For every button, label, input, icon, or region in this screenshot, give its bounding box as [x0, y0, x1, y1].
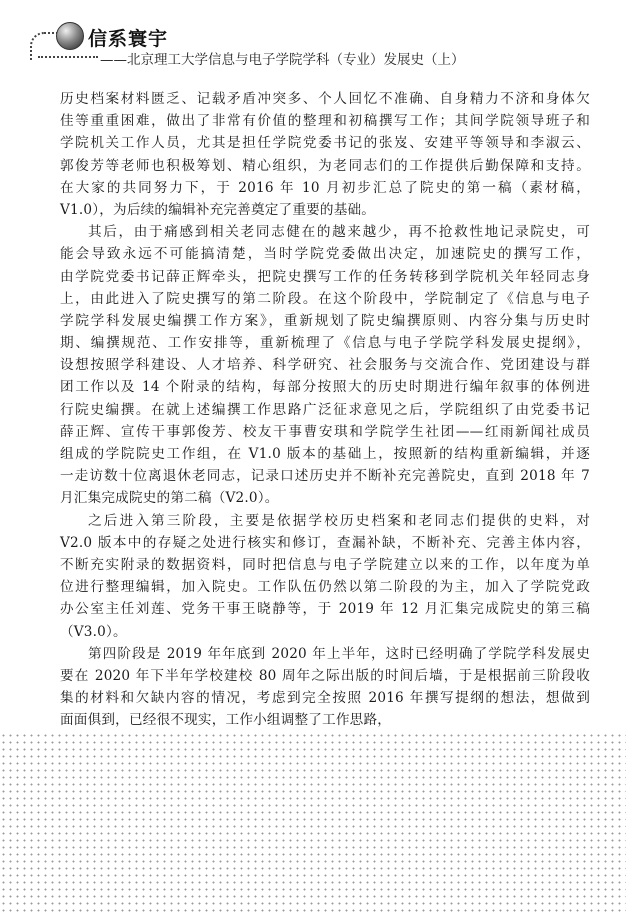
text-line: 由学院党委书记薛正辉牵头，把院史撰写工作的任务转移到学院机关年轻同志身 [60, 268, 590, 285]
text-line-cut-off: 面面俱到，已经很不现实，工作小组调整了工作思路， [60, 712, 392, 729]
text-line: 位进行整理编辑，加入院史。工作队伍仍然以第二阶段的为主，加入了学院党政 [60, 579, 590, 596]
text-line: 一走访数十位离退休老同志，记录口述历史并不断补充完善院史，直到 2018 年 7 [60, 468, 590, 485]
text-line: 要在 2020 年下半年学校建校 80 周年之际出版的时间后墙，于是根据前三阶段收 [60, 667, 590, 684]
text-line: 上，由此进入了院史撰写的第二阶段。在这个阶段中，学院制定了《信息与电子 [60, 290, 590, 307]
text-line: 在大家的共同努力下，于 2016 年 10 月初步汇总了院史的第一稿（素材稿， [60, 179, 590, 196]
globe-logo-icon [56, 22, 84, 50]
text-line: 不断充实附录的数据资料，同时把信息与电子学院建立以来的工作，以年度为单 [60, 556, 590, 573]
text-line: 月汇集完成院史的第二稿（V2.0）。 [60, 490, 279, 507]
body-text [60, 88, 590, 729]
text-line: 学院机关工作人员，尤其是担任学院党委书记的张岌、安建平等领导和李淑云、 [60, 135, 590, 152]
text-line: （V3.0）。 [60, 623, 127, 640]
text-line: 行院史编撰。在就上述编撰工作思路广泛征求意见之后，学院组织了由党委书记 [60, 401, 590, 418]
page-header [28, 18, 600, 70]
text-line: 历史档案材料匮乏、记载矛盾冲突多、个人回忆不准确、自身精力不济和身体欠 [60, 91, 590, 107]
book-title: 信系寰宇 [88, 28, 169, 50]
text-line: 办公室主任刘莲、党务干事王晓静等，于 2019 年 12 月汇集完成院史的第三稿 [60, 601, 590, 618]
text-line: 设想按照学科建设、人才培养、科学研究、社会服务与交流合作、党团建设与群 [60, 357, 590, 374]
text-line: V2.0 版本中的存疑之处进行核实和修订，查漏补缺，不断补充、完善主体内容， [60, 534, 590, 551]
text-line: V1.0），为后续的编辑补充完善奠定了重要的基础。 [60, 201, 376, 218]
header-dotted-rule [38, 56, 98, 58]
halftone-dot-pattern [0, 732, 626, 916]
text-line: 团工作以及 14 个附录的结构，每部分按照大的历史时期进行编年叙事的体例进 [60, 379, 590, 396]
text-line: 期、编撰规范、工作安排等，重新梳理了《信息与电子学院学科发展史提纲》， [60, 335, 590, 352]
text-line: 能会导致永远不可能搞清楚，当时学院党委做出决定，加速院史的撰写工作， [60, 246, 590, 263]
text-line: 第四阶段是 2019 年年底到 2020 年上半年，这时已经明确了学院学科发展史 [88, 645, 590, 662]
text-line: 组成的学院院史工作组，在 V1.0 版本的基础上，按照新的结构重新编辑，并逐 [60, 446, 590, 462]
text-line: 郭俊芳等老师也积极筹划、精心组织，为老同志们的工作提供后勤保障和支持。 [60, 157, 590, 174]
book-subtitle: ——北京理工大学信息与电子学院学科（专业）发展史（上） [100, 52, 465, 68]
text-line: 薛正辉、宣传干事郭俊芳、校友干事曹安琪和学院学生社团——红雨新闻社成员 [60, 423, 590, 440]
text-line: 之后进入第三阶段，主要是依据学校历史档案和老同志们提供的史料，对 [88, 512, 590, 529]
text-line: 学院学科发展史编撰工作方案》，重新规划了院史编撰原则、内容分集与历史时 [60, 312, 590, 329]
text-line: 集的材料和欠缺内容的情况，考虑到完全按照 2016 年撰写提纲的想法，想做到 [60, 690, 590, 707]
text-line: 佳等重重困难，做出了非常有价值的整理和初稿撰写工作；其间学院领导班子和 [60, 113, 590, 130]
text-line: 其后，由于痛感到相关老同志健在的越来越少，再不抢救性地记录院史，可 [88, 224, 590, 241]
